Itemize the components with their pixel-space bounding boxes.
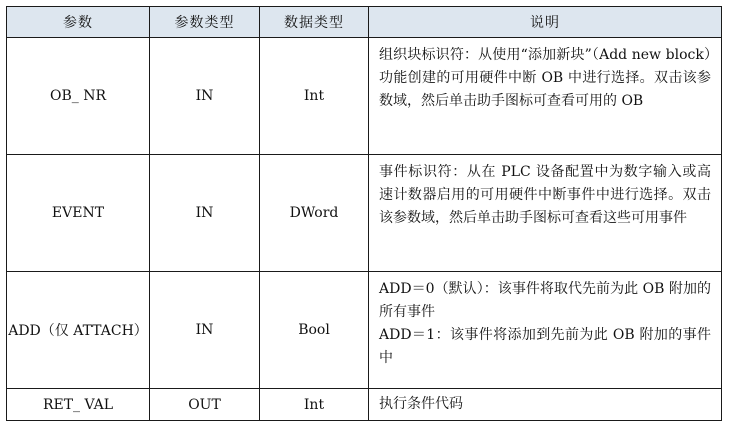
cell-description (369, 272, 722, 389)
table-row (7, 389, 722, 421)
cell-description (369, 38, 722, 155)
cell-param: EVENT (7, 155, 150, 272)
header-description: 说明 (369, 7, 722, 38)
cell-param-type: IN (150, 38, 260, 155)
header-row (7, 7, 722, 38)
header-param-type: 参数类型 (150, 7, 260, 38)
table-row (7, 38, 722, 155)
cell-data-type: Bool (260, 272, 369, 389)
description-line: 执行条件代码 (379, 396, 463, 412)
table-row (7, 272, 722, 389)
cell-description (369, 155, 722, 272)
cell-param-type: OUT (150, 389, 260, 421)
parameter-table (6, 6, 722, 421)
description-line: 事件标识符：从在 PLC 设备配置中为数字输入或高速计数器启用的可用硬件中断事件中进行选择。双击该参数域，然后单击助手图标可查看这些可用事件 (379, 164, 711, 226)
table-row (7, 155, 722, 272)
description-line: ADD＝1：该事件将添加到先前为此 OB 附加的事件中 (379, 327, 711, 366)
cell-param: RET_ VAL (7, 389, 150, 421)
description-line: 组织块标识符：从使用“添加新块”（Add new block）功能创建的可用硬件中断 OB 中进行选择。双击该参数域，然后单击助手图标可查看可用的 OB (379, 47, 711, 109)
cell-param-type: IN (150, 155, 260, 272)
cell-param-type: IN (150, 272, 260, 389)
cell-param: OB_ NR (7, 38, 150, 155)
cell-data-type: DWord (260, 155, 369, 272)
cell-description (369, 389, 722, 421)
cell-param: ADD（仅 ATTACH） (7, 272, 150, 389)
header-param: 参数 (7, 7, 150, 38)
cell-data-type: Int (260, 38, 369, 155)
cell-data-type: Int (260, 389, 369, 421)
header-data-type: 数据类型 (260, 7, 369, 38)
description-line: ADD＝0（默认）：该事件将取代先前为此 OB 附加的所有事件 (379, 281, 711, 320)
